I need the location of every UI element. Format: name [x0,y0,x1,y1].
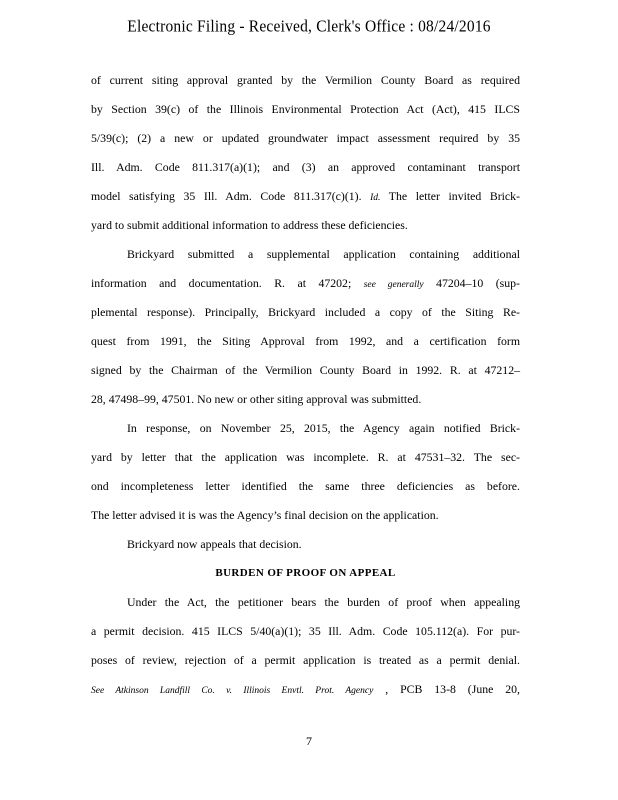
text-line: Under the Act, the petitioner bears the burden of proof when appealing [127,595,520,609]
text-line: 5/39(c); (2) a new or updated groundwater impact assessment required by 35 [91,131,520,145]
text-fragment: The letter invited Brick- [388,189,520,203]
text-fragment: model satisfying 35 Ill. Adm. Code 811.317(c)(1). [91,189,362,203]
text-line: poses of review, rejection of a permit application is treated as a permit denial. [91,653,520,667]
text-line: signed by the Chairman of the Vermilion County Board in 1992. R. at 47212– [91,363,520,377]
text-line-composite [91,186,520,215]
italic-citation: See Atkinson Landfill Co. v. Illinois Envtl. Prot. Agency [91,686,374,696]
text-line: ond incompleteness letter identified the same three deficiencies as before. [91,479,520,493]
text-line-composite [91,273,520,302]
text-line: Brickyard submitted a supplemental application containing additional [127,247,520,261]
text-line: quest from 1991, the Siting Approval from 1992, and a certification form [91,334,520,348]
text-line: yard to submit additional information to address these deficiencies. [91,218,408,232]
text-line: 28, 47498–99, 47501. No new or other siting approval was submitted. [91,392,422,406]
section-heading: BURDEN OF PROOF ON APPEAL [215,567,396,579]
text-fragment: , PCB 13-8 (June 20, [385,682,520,696]
page-number: 7 [306,734,312,748]
filing-header: Electronic Filing - Received, Clerk's Office : 08/24/2016 [127,17,491,36]
text-line: by Section 39(c) of the Illinois Environmental Protection Act (Act), 415 ILCS [91,102,520,116]
text-fragment: 47204–10 (sup- [436,276,520,290]
text-line-composite [91,679,520,708]
text-line: Ill. Adm. Code 811.317(a)(1); and (3) an approved contaminant transport [91,160,520,174]
text-line: The letter advised it is was the Agency’s final decision on the application. [91,508,439,522]
text-fragment: information and documentation. R. at 47202; [91,276,352,290]
text-line: of current siting approval granted by the Vermilion County Board as required [91,73,520,87]
text-line: yard by letter that the application was incomplete. R. at 47531–32. The sec- [91,450,520,464]
italic-citation: Id. [370,193,381,203]
body-text [91,70,520,708]
text-line: Brickyard now appeals that decision. [127,537,302,551]
italic-signal: see generally [363,280,424,290]
text-line: plemental response). Principally, Brickyard included a copy of the Siting Re- [91,305,520,319]
text-line: In response, on November 25, 2015, the Agency again notified Brick- [127,421,520,435]
text-line: a permit decision. 415 ILCS 5/40(a)(1); 35 Ill. Adm. Code 105.112(a). For pur- [91,624,520,638]
